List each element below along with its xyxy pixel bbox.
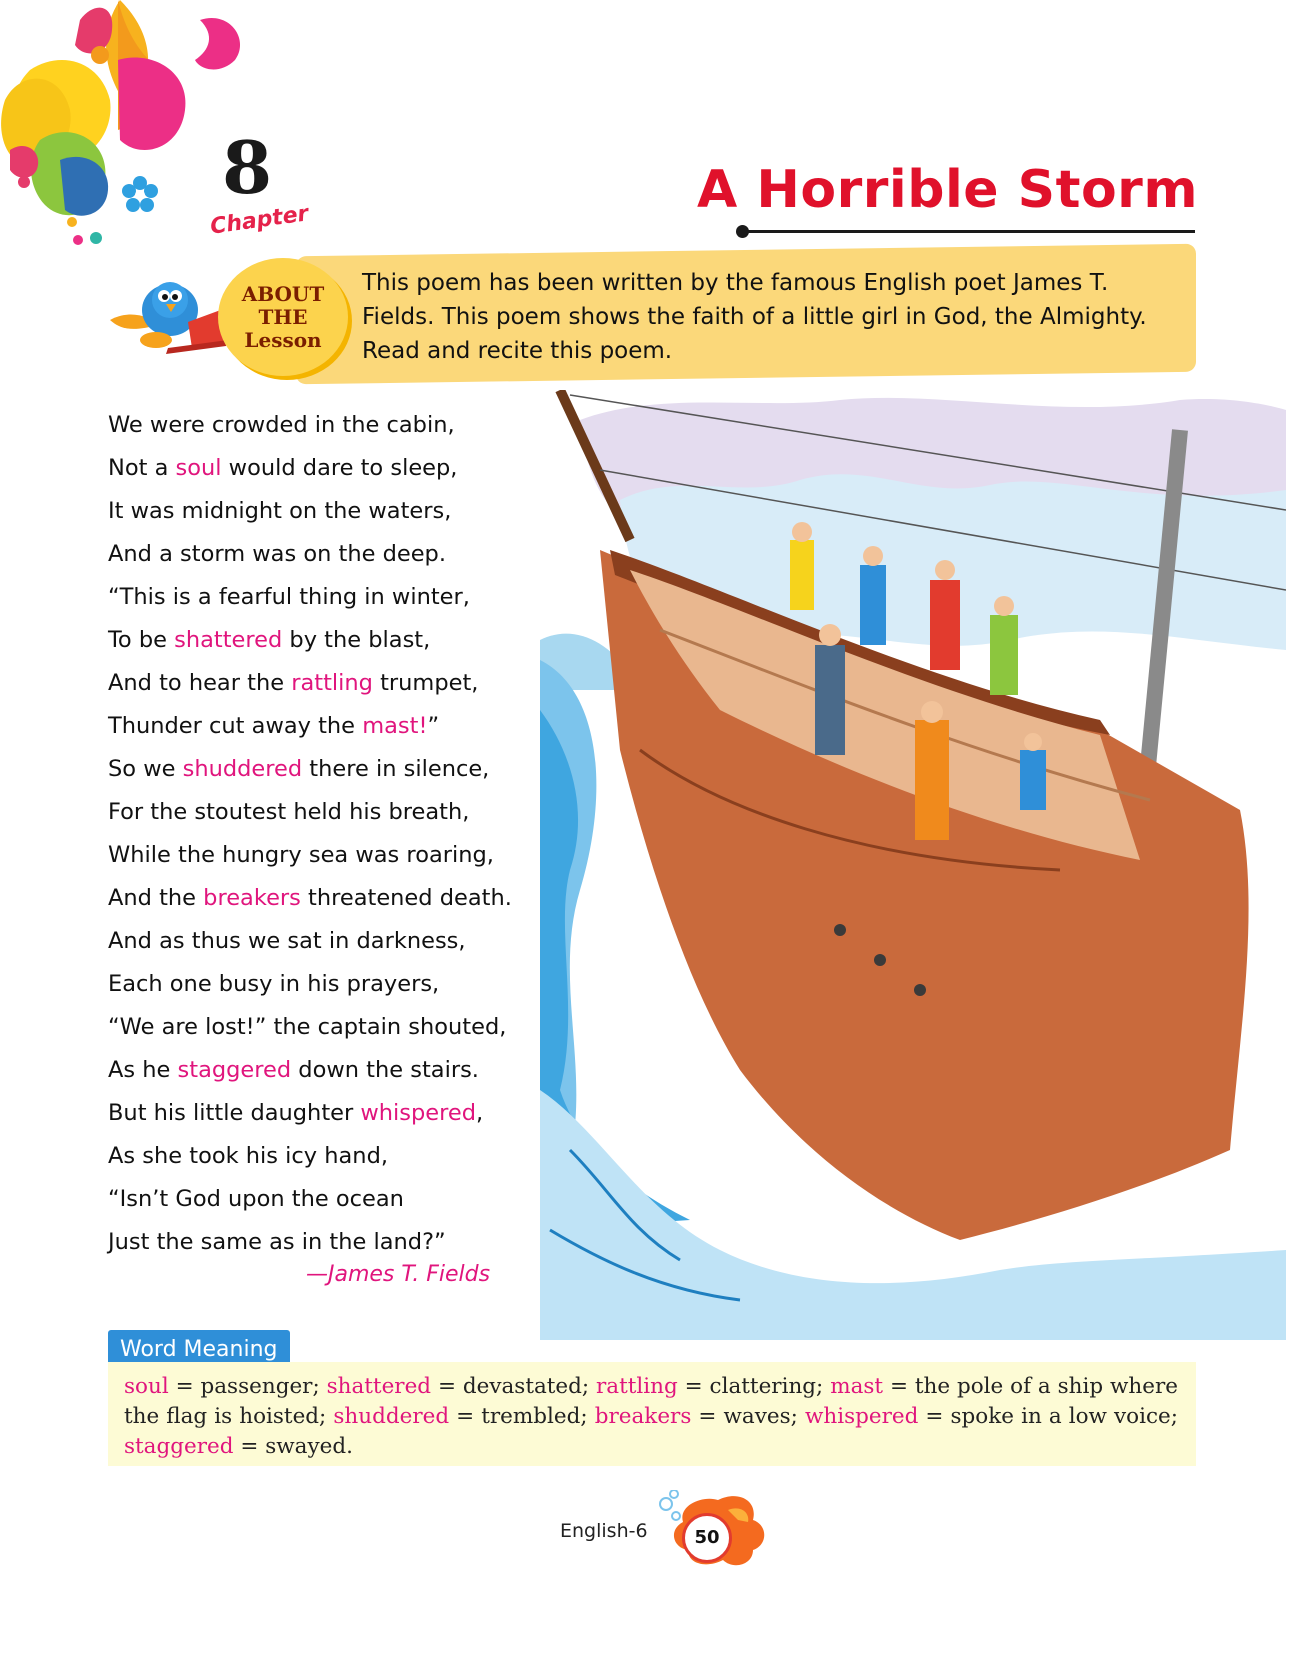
poem-line-text: “Isn’t God upon the ocean (108, 1186, 404, 1212)
poem-line (108, 1135, 528, 1178)
poem-highlight-word: rattling (291, 670, 373, 696)
poem-line (108, 1092, 528, 1135)
word-meaning-term: rattling (596, 1374, 678, 1399)
word-meaning-term: shattered (326, 1374, 432, 1399)
poem-line-text: We were crowded in the cabin, (108, 412, 455, 438)
word-meaning-definition: = clattering; (677, 1374, 831, 1399)
poem-line-text: Each one busy in his prayers, (108, 971, 440, 997)
word-meaning-definition: = swayed. (233, 1434, 353, 1459)
word-meaning-term: staggered (124, 1434, 234, 1459)
poem-line-text: would dare to sleep, (221, 455, 458, 481)
poem-line (108, 748, 528, 791)
word-meaning-definition: = waves; (691, 1404, 805, 1429)
poem-line (108, 1006, 528, 1049)
poem-line-text: “This is a fearful thing in winter, (108, 584, 470, 610)
poem-highlight-word: soul (175, 455, 222, 481)
ship-in-storm-illustration (540, 390, 1286, 1340)
poem-line (108, 1049, 528, 1092)
word-meaning-tag: Word Meaning (108, 1330, 290, 1370)
about-badge-line3: Lesson (244, 327, 322, 352)
poem-line-text: trumpet, (372, 670, 479, 696)
poem-author: —James T. Fields (306, 1262, 491, 1287)
poem-line-text: “We are lost!” the captain shouted, (108, 1014, 507, 1040)
poem-line (108, 877, 528, 920)
poem-line-text: And to hear the (108, 670, 292, 696)
poem-line (108, 791, 528, 834)
poem-line (108, 619, 528, 662)
title-underline (742, 230, 1195, 233)
word-meaning-definition: = trembled; (449, 1404, 595, 1429)
poem-highlight-word: staggered (177, 1057, 292, 1083)
poem-line (108, 447, 528, 490)
word-meaning-term: breakers (594, 1404, 692, 1429)
word-meaning-term: mast (830, 1374, 884, 1399)
poem-line-text: And a storm was on the deep. (108, 541, 446, 567)
poem-line-text: While the hungry sea was roaring, (108, 842, 494, 868)
poem-line (108, 533, 528, 576)
word-meaning-definition: = passenger; (168, 1374, 327, 1399)
poem-line-text: For the stoutest held his breath, (108, 799, 470, 825)
poem-line-text: there in silence, (302, 756, 490, 782)
poem-line (108, 963, 528, 1006)
poem-line-text: As she took his icy hand, (108, 1143, 388, 1169)
poem-line (108, 1221, 528, 1264)
poem-highlight-word: shuddered (182, 756, 303, 782)
page-number: 50 (682, 1513, 732, 1563)
about-lesson-text: This poem has been written by the famous English poet James T. Fields. This poem shows the faith of a little girl in God, the Almighty. Read and recite this poem. (362, 270, 1147, 364)
poem-highlight-word: mast! (362, 713, 428, 739)
poem-line-text: by the blast, (282, 627, 431, 653)
poem-highlight-word: shattered (174, 627, 283, 653)
word-meaning-definition: = the pole of a ship where the flag is hoisted; (124, 1374, 1178, 1429)
page-title: A Horrible Storm (697, 160, 1198, 220)
poem-line (108, 576, 528, 619)
poem-line-text: To be (108, 627, 175, 653)
about-badge-line1: ABOUT (241, 281, 325, 306)
poem-line-text: , (476, 1100, 484, 1126)
word-meaning-definition: = spoke in a low voice; (918, 1404, 1178, 1429)
poem-line (108, 404, 528, 447)
about-badge-line2: THE (258, 304, 308, 329)
word-meaning-term: whispered (804, 1404, 919, 1429)
poem-line-text: So we (108, 756, 183, 782)
poem-line-text: But his little daughter (108, 1100, 361, 1126)
poem-line-text: down the stairs. (291, 1057, 479, 1083)
poem-line (108, 834, 528, 877)
poem-line (108, 490, 528, 533)
poem-line-text: Just the same as in the land?” (108, 1229, 446, 1255)
poem-line (108, 662, 528, 705)
poem (108, 404, 528, 1264)
poem-line (108, 705, 528, 748)
poem-line (108, 1178, 528, 1221)
word-meaning-box (108, 1362, 1196, 1466)
poem-line-text: And the (108, 885, 204, 911)
word-meaning-definition: = devastated; (431, 1374, 597, 1399)
about-lesson-badge (218, 258, 348, 376)
poem-line-text: Thunder cut away the (108, 713, 363, 739)
poem-line-text: It was midnight on the waters, (108, 498, 452, 524)
bird-with-laptop-icon (108, 270, 232, 360)
poem-line-text: And as thus we sat in darkness, (108, 928, 466, 954)
chapter-number: 8 (222, 125, 273, 210)
poem-line-text: threatened death. (300, 885, 512, 911)
word-meaning-term: shuddered (333, 1404, 450, 1429)
poem-highlight-word: breakers (203, 885, 301, 911)
poem-line (108, 920, 528, 963)
word-meaning-term: soul (124, 1374, 169, 1399)
footer-book-label: English-6 (560, 1520, 648, 1542)
poem-line-text: ” (427, 713, 440, 739)
chapter-label: Chapter (208, 201, 310, 240)
poem-line-text: As he (108, 1057, 178, 1083)
poem-line-text: Not a (108, 455, 176, 481)
poem-highlight-word: whispered (360, 1100, 477, 1126)
